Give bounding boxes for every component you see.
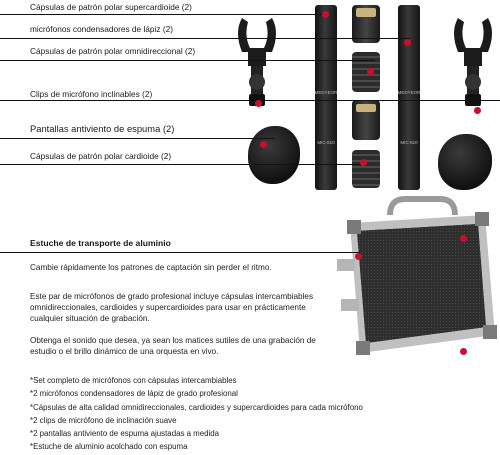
capsule-cardioid-highlight: [356, 104, 376, 112]
foam-windscreen-right: [438, 134, 492, 190]
mic-brand-left: MEDYEOR: [314, 90, 338, 95]
marker-dot: [460, 235, 467, 242]
label-cardioid: Cápsulas de patrón polar cardioide (2): [30, 151, 172, 161]
pencil-mic-left: [315, 5, 337, 190]
leader-line: [0, 14, 325, 15]
list-item: *2 micrófonos condensadores de lápiz de grado profesional: [30, 389, 238, 399]
case-title-underline: [0, 252, 360, 253]
list-item: *Estuche de aluminio acolchado con espuma: [30, 442, 188, 452]
list-item: *Set completo de micrófonos con cápsulas intercambiables: [30, 376, 237, 385]
mic-clip-left: [232, 12, 282, 112]
foam-windscreen-left: [248, 126, 300, 184]
pencil-mic-right: [398, 5, 420, 190]
leader-line: [0, 38, 410, 39]
label-supercardioid: Cápsulas de patrón polar supercardioide (2): [30, 2, 192, 12]
capsule-cardioid: [352, 150, 380, 188]
list-item: *2 clips de micrófono de inclinación suave: [30, 415, 177, 425]
label-tilt-clips: Clips de micrófono inclinables (2): [30, 89, 153, 99]
leader-line: [0, 164, 365, 165]
capsule-omnidirectional: [352, 52, 380, 92]
leader-line: [0, 60, 375, 61]
product-illustration: [0, 0, 500, 200]
aluminum-case-image: [335, 195, 500, 360]
marker-dot: [355, 253, 362, 260]
label-omnidirectional: Cápsulas de patrón polar omnidireccional (2): [30, 46, 196, 56]
list-item: *Cápsulas de alta calidad omnidireccionales, cardioides y supercardioides para cada micrófono: [30, 402, 363, 412]
capsule-top-highlight: [356, 8, 376, 17]
mic-model-right: MIC-810: [400, 140, 418, 145]
leader-line: [0, 100, 500, 101]
marker-dot: [460, 348, 467, 355]
mic-clip-right: [448, 12, 498, 112]
marker-dot: [255, 100, 262, 107]
case-title: Estuche de transporte de aluminio: [30, 238, 171, 248]
label-pencil-mics: micrófonos condensadores de lápiz (2): [30, 24, 173, 34]
marker-dot: [260, 141, 267, 148]
marker-dot: [322, 11, 329, 18]
description-paragraph-1: Este par de micrófonos de grado profesional incluye cápsulas intercambiables omnidireccionales, cardioides y supercardioides para usar en prácticamente cualquier situación de grabación.: [30, 292, 314, 324]
label-foam-windscreens: Pantallas antiviento de espuma (2): [30, 123, 175, 134]
feature-list: [30, 374, 363, 454]
marker-dot: [360, 159, 367, 166]
marker-dot: [367, 68, 374, 75]
description-paragraph-2: Obtenga el sonido que desea, ya sean los matices sutiles de una grabación de estudio o el brillo dinámico de una orquesta en vivo.: [30, 336, 316, 357]
leader-line: [0, 138, 275, 139]
mic-brand-right: MEDYEOR: [397, 90, 421, 95]
marker-dot: [404, 39, 411, 46]
list-item: *2 pantallas antiviento de espuma ajustadas a medida: [30, 429, 220, 439]
marker-dot: [474, 107, 481, 114]
mic-model-left: MIC-810: [317, 140, 335, 145]
case-subtitle: Cambie rápidamente los patrones de captación sin perder el ritmo.: [30, 263, 272, 272]
